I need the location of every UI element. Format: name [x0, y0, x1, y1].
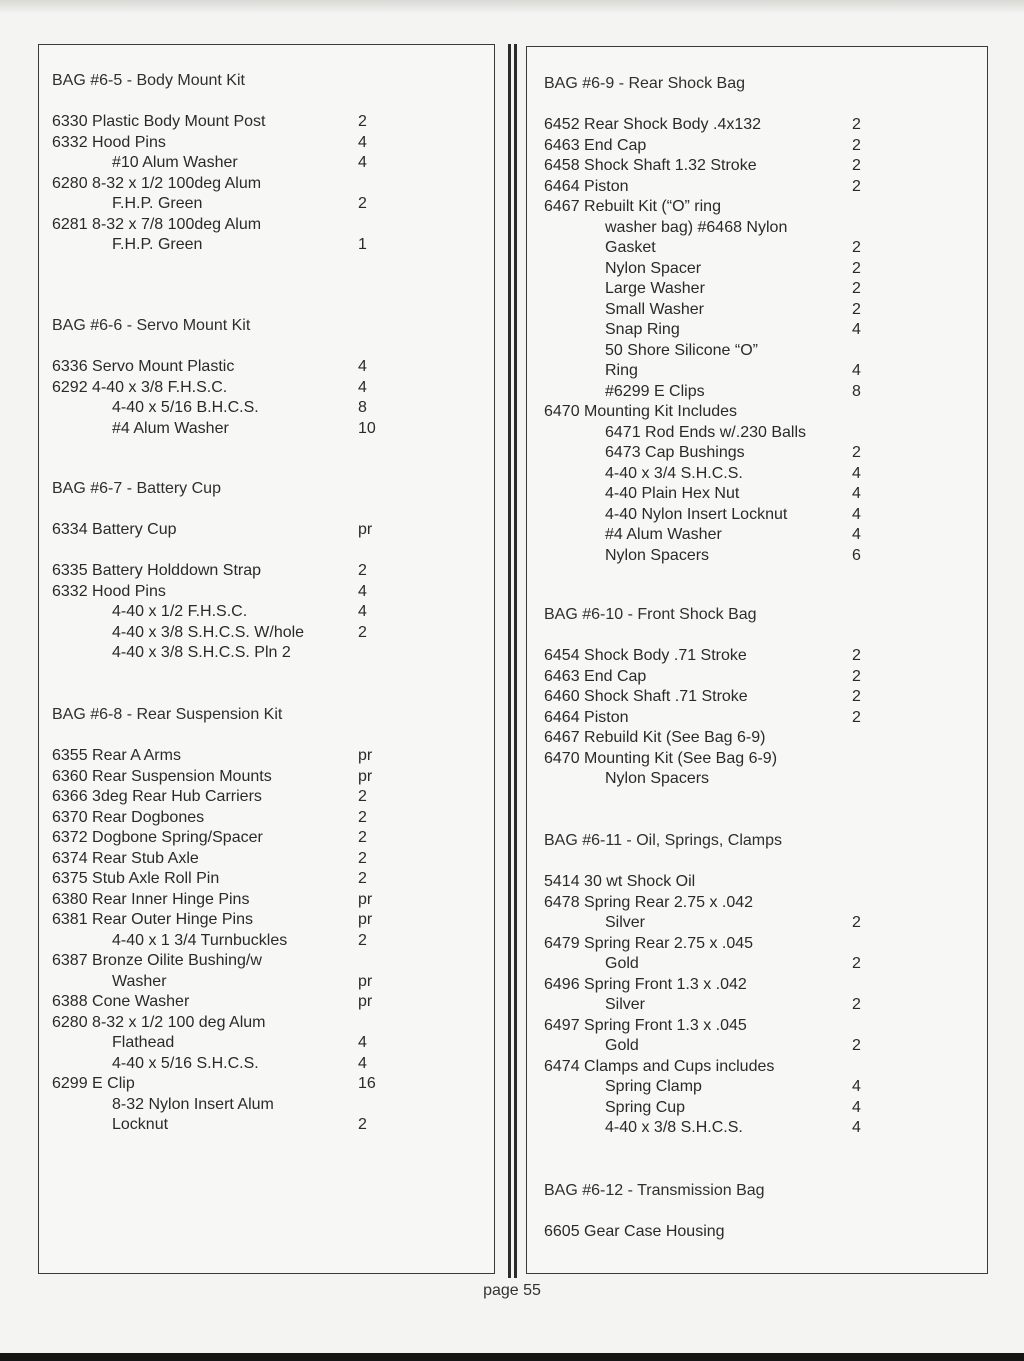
part-description: 6335 Battery Holddown Strap — [52, 562, 262, 579]
part-description: Flathead — [112, 1034, 175, 1051]
part-quantity: 2 — [852, 259, 861, 277]
column-divider-right — [514, 44, 517, 1278]
part-quantity: 4 — [358, 1054, 367, 1072]
part-description: 6474 Clamps and Cups includes — [544, 1057, 775, 1075]
part-description: 6464 Piston — [544, 708, 629, 726]
part-quantity: 4 — [358, 1034, 367, 1051]
part-quantity: 4 — [852, 1119, 861, 1136]
part-description: 6473 Cap Bushings — [605, 444, 745, 461]
part-description: Nylon Spacers — [605, 770, 710, 787]
part-description: 6470 Mounting Kit (See Bag 6-9) — [544, 749, 778, 767]
part-quantity: 2 — [358, 931, 367, 949]
bag-title: BAG #6-5 - Body Mount Kit — [52, 72, 245, 89]
part-quantity: 4 — [358, 133, 367, 151]
part-quantity: 2 — [358, 870, 367, 887]
part-quantity: 2 — [852, 177, 861, 195]
part-quantity: 4 — [852, 464, 861, 482]
part-description: Silver — [605, 914, 646, 931]
part-description: #10 Alum Washer — [112, 154, 238, 171]
part-description: Ring — [605, 362, 638, 379]
part-description: 6281 8-32 x 7/8 100deg Alum — [52, 215, 262, 233]
part-quantity: 4 — [358, 603, 367, 620]
part-description: Spring Cup — [605, 1098, 686, 1116]
part-description: Small Washer — [605, 300, 704, 318]
part-quantity: 2 — [358, 562, 367, 579]
part-description: #4 Alum Washer — [112, 419, 229, 437]
part-quantity: pr — [358, 521, 373, 538]
page-number: page 55 — [483, 1282, 541, 1299]
part-quantity: 8 — [358, 399, 367, 416]
part-description: F.H.P. Green — [112, 236, 203, 253]
part-description: 4-40 x 3/8 S.H.C.S. — [605, 1119, 743, 1136]
part-description: 6380 Rear Inner Hinge Pins — [52, 890, 250, 908]
part-quantity: 4 — [358, 154, 367, 171]
part-description: 6332 Hood Pins — [52, 133, 166, 151]
part-description: Silver — [605, 996, 646, 1013]
part-description: 5414 30 wt Shock Oil — [544, 873, 696, 890]
column-divider-left — [508, 44, 511, 1278]
part-description: F.H.P. Green — [112, 195, 203, 212]
part-quantity: 4 — [852, 485, 861, 502]
part-description: 6479 Spring Rear 2.75 x .045 — [544, 934, 754, 952]
part-description: 8-32 Nylon Insert Alum — [112, 1095, 274, 1113]
part-description: 4-40 Plain Hex Nut — [605, 485, 740, 502]
part-description: 6280 8-32 x 1/2 100 deg Alum — [52, 1013, 266, 1031]
bag-title: BAG #6-10 - Front Shock Bag — [544, 606, 757, 623]
bag-title: BAG #6-12 - Transmission Bag — [544, 1182, 765, 1199]
part-description: 6467 Rebuilt Kit (“O” ring — [544, 198, 721, 215]
part-quantity: pr — [358, 767, 373, 785]
part-description: 6605 Gear Case Housing — [544, 1223, 725, 1240]
part-quantity: 2 — [852, 914, 861, 931]
part-quantity: 6 — [852, 546, 861, 564]
part-quantity: 2 — [852, 647, 861, 664]
part-quantity: 4 — [358, 378, 367, 396]
part-quantity: 2 — [852, 688, 861, 705]
part-quantity: 2 — [852, 300, 861, 318]
scan-top-shadow — [0, 0, 1024, 14]
part-description: 4-40 x 1/2 F.H.S.C. — [112, 603, 248, 620]
part-quantity: pr — [358, 993, 373, 1010]
part-description: 4-40 Nylon Insert Locknut — [605, 505, 788, 523]
part-quantity: 16 — [358, 1075, 376, 1092]
bag-title: BAG #6-9 - Rear Shock Bag — [544, 75, 745, 92]
part-description: 4-40 x 3/8 S.H.C.S. W/hole — [112, 623, 305, 641]
part-description: #6299 E Clips — [605, 382, 705, 400]
part-description: 6374 Rear Stub Axle — [52, 849, 199, 867]
part-description: washer bag) #6468 Nylon — [605, 218, 788, 236]
part-description: 6460 Shock Shaft .71 Stroke — [544, 688, 748, 705]
part-quantity: 2 — [358, 829, 367, 846]
part-quantity: 2 — [852, 996, 861, 1013]
part-quantity: 2 — [358, 1116, 367, 1133]
part-quantity: 2 — [852, 239, 861, 256]
part-quantity: 2 — [852, 667, 861, 685]
part-quantity: pr — [358, 747, 373, 764]
part-description: 6299 E Clip — [52, 1075, 135, 1092]
bag-title: BAG #6-6 - Servo Mount Kit — [52, 317, 251, 334]
bag-title: BAG #6-11 - Oil, Springs, Clamps — [544, 832, 783, 849]
part-quantity: 4 — [358, 582, 367, 600]
part-description: Nylon Spacer — [605, 259, 702, 277]
part-description: Gold — [605, 1037, 639, 1054]
part-quantity: 2 — [852, 116, 861, 133]
part-description: 6458 Shock Shaft 1.32 Stroke — [544, 157, 757, 174]
part-quantity: 1 — [358, 236, 367, 253]
part-description: Snap Ring — [605, 321, 680, 338]
part-description: 6355 Rear A Arms — [52, 747, 181, 764]
part-description: 6464 Piston — [544, 177, 629, 195]
part-description: 6463 End Cap — [544, 667, 647, 685]
part-quantity: 4 — [852, 1098, 861, 1116]
part-description: 6388 Cone Washer — [52, 993, 190, 1010]
part-quantity: 2 — [358, 788, 367, 805]
part-quantity: 2 — [852, 1037, 861, 1054]
part-description: 6463 End Cap — [544, 136, 647, 154]
part-description: 6375 Stub Axle Roll Pin — [52, 870, 220, 887]
part-quantity: 4 — [852, 321, 861, 338]
part-description: 6292 4-40 x 3/8 F.H.S.C. — [52, 378, 228, 396]
part-description: 6471 Rod Ends w/.230 Balls — [605, 423, 807, 441]
part-description: 6280 8-32 x 1/2 100deg Alum — [52, 174, 262, 192]
part-quantity: 8 — [852, 382, 861, 400]
part-quantity: 4 — [852, 505, 861, 523]
part-description: 6478 Spring Rear 2.75 x .042 — [544, 893, 754, 911]
part-description: Large Washer — [605, 280, 705, 297]
part-description: 6360 Rear Suspension Mounts — [52, 767, 272, 785]
part-description: 6467 Rebuild Kit (See Bag 6-9) — [544, 729, 766, 746]
part-quantity: 2 — [358, 623, 367, 641]
scan-bottom-edge — [0, 1353, 1024, 1361]
part-description: 6470 Mounting Kit Includes — [544, 403, 738, 420]
part-description: 50 Shore Silicone “O” — [605, 341, 758, 359]
part-description: Gold — [605, 955, 639, 972]
part-description: Gasket — [605, 239, 656, 256]
part-description: 6330 Plastic Body Mount Post — [52, 113, 266, 130]
part-quantity: pr — [358, 890, 373, 908]
part-description: 4-40 x 1 3/4 Turnbuckles — [112, 931, 288, 949]
part-description: 6334 Battery Cup — [52, 521, 177, 538]
part-quantity: pr — [358, 972, 373, 990]
part-quantity: 2 — [852, 157, 861, 174]
part-description: #4 Alum Washer — [605, 526, 722, 543]
part-description: 4-40 x 3/4 S.H.C.S. — [605, 464, 743, 482]
bag-title: BAG #6-7 - Battery Cup — [52, 480, 221, 497]
part-quantity: 4 — [852, 362, 861, 379]
part-description: 4-40 x 3/8 S.H.C.S. Pln 2 — [112, 644, 291, 661]
part-description: 6452 Rear Shock Body .4x132 — [544, 116, 762, 133]
part-description: 6381 Rear Outer Hinge Pins — [52, 911, 253, 928]
part-description: 6497 Spring Front 1.3 x .045 — [544, 1016, 747, 1034]
part-description: Nylon Spacers — [605, 546, 710, 564]
part-description: 6387 Bronze Oilite Bushing/w — [52, 952, 262, 969]
part-quantity: 2 — [358, 849, 367, 867]
part-quantity: 2 — [852, 444, 861, 461]
bag-title: BAG #6-8 - Rear Suspension Kit — [52, 706, 283, 723]
part-description: 6372 Dogbone Spring/Spacer — [52, 829, 263, 846]
part-description: 4-40 x 5/16 S.H.C.S. — [112, 1054, 259, 1072]
part-description: Locknut — [112, 1116, 169, 1133]
part-description: 6336 Servo Mount Plastic — [52, 358, 235, 375]
part-quantity: 2 — [358, 808, 367, 826]
part-description: Washer — [112, 972, 167, 990]
part-quantity: 2 — [358, 113, 367, 130]
part-description: 6332 Hood Pins — [52, 582, 166, 600]
part-quantity: 4 — [852, 1078, 861, 1095]
part-description: Spring Clamp — [605, 1078, 702, 1095]
part-description: 4-40 x 5/16 B.H.C.S. — [112, 399, 259, 416]
part-quantity: 4 — [358, 358, 367, 375]
part-quantity: 4 — [852, 526, 861, 543]
part-description: 6370 Rear Dogbones — [52, 808, 205, 826]
part-quantity: 2 — [852, 136, 861, 154]
part-quantity: 2 — [852, 955, 861, 972]
part-quantity: 2 — [852, 280, 861, 297]
part-description: 6366 3deg Rear Hub Carriers — [52, 788, 262, 805]
part-quantity: 2 — [852, 708, 861, 726]
part-description: 6496 Spring Front 1.3 x .042 — [544, 975, 747, 993]
part-quantity: 2 — [358, 195, 367, 212]
part-quantity: pr — [358, 911, 373, 928]
part-quantity: 10 — [358, 419, 376, 437]
part-description: 6454 Shock Body .71 Stroke — [544, 647, 747, 664]
